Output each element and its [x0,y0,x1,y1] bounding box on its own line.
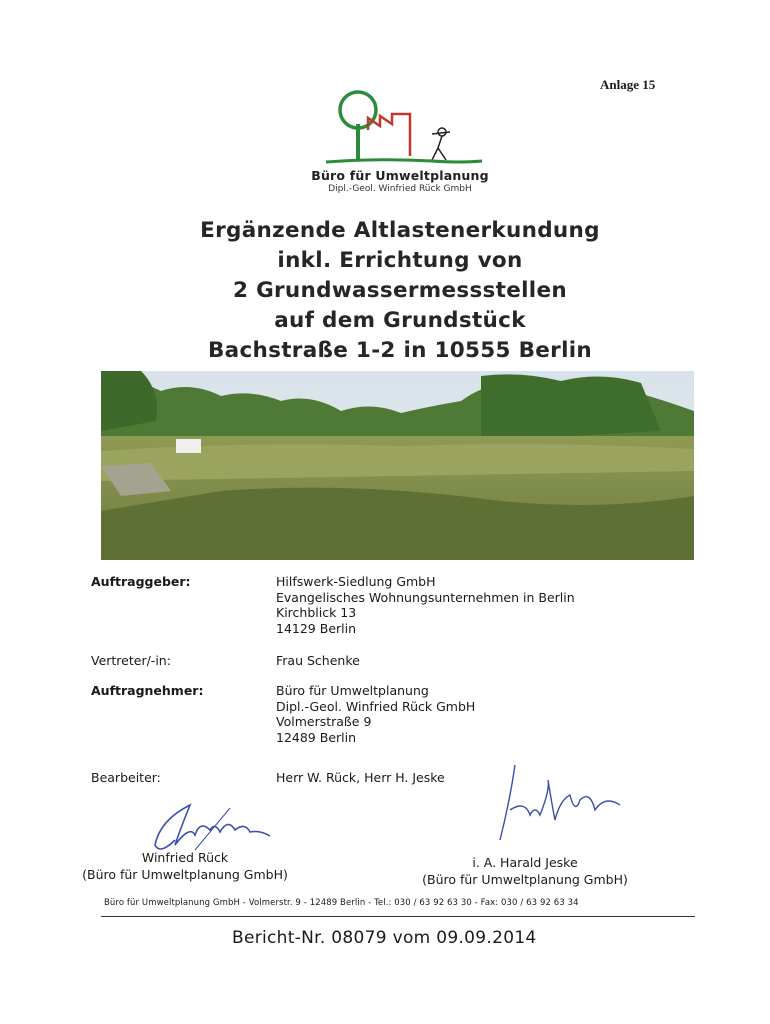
signatory-org: (Büro für Umweltplanung GmbH) [422,872,628,887]
title-line: inkl. Errichtung von [277,248,523,273]
document-title [160,216,640,366]
representative-label: Vertreter/-in: [91,653,171,668]
title-line: auf dem Grundstück [274,308,526,333]
client-line: Hilfswerk-Siedlung GmbH [276,574,436,589]
contractor-label: Auftragnehmer: [91,683,204,698]
company-subtitle: Dipl.-Geol. Winfried Rück GmbH [328,184,472,194]
footer-divider [101,916,695,917]
site-photo [101,371,694,560]
company-logo [320,88,490,168]
client-line: 14129 Berlin [276,620,357,636]
signature-right-caption [415,854,635,888]
details-section [91,574,691,785]
contractor-address [276,683,475,745]
signature-left-caption [80,849,290,883]
annex-label: Anlage 15 [600,77,656,92]
client-address [276,574,575,636]
editor-value: Herr W. Rück, Herr H. Jeske [276,770,445,785]
company-block [300,168,500,194]
client-line: Evangelisches Wohnungsunternehmen in Berlin [276,589,575,605]
title-line: Bachstraße 1-2 in 10555 Berlin [207,338,593,363]
contractor-line: Volmerstraße 9 [276,714,372,729]
client-line: Kirchblick 13 [276,605,357,620]
report-number: Bericht-Nr. 08079 vom 09.09.2014 [232,928,537,948]
title-line: Ergänzende Altlastenerkundung [200,218,600,243]
representative-value: Frau Schenke [276,653,360,668]
contractor-line: Büro für Umweltplanung [276,683,429,698]
contractor-line: 12489 Berlin [276,729,357,745]
footer-contact: Büro für Umweltplanung GmbH - Volmerstr. 9 - 12489 Berlin - Tel.: 030 / 63 92 63 30 - Fax: 030 / 63 92 63 34 [104,898,579,908]
signatory-name: Winfried Rück [141,850,229,865]
signatory-org: (Büro für Umweltplanung GmbH) [82,867,288,882]
contractor-line: Dipl.-Geol. Winfried Rück GmbH [276,698,476,714]
signatory-name: i. A. Harald Jeske [472,855,578,870]
company-name: Büro für Umweltplanung [311,168,489,183]
signature-jeske [480,760,640,850]
title-line: 2 Grundwassermessstellen [233,278,567,303]
client-label: Auftraggeber: [91,574,191,589]
editor-label: Bearbeiter: [91,770,161,785]
